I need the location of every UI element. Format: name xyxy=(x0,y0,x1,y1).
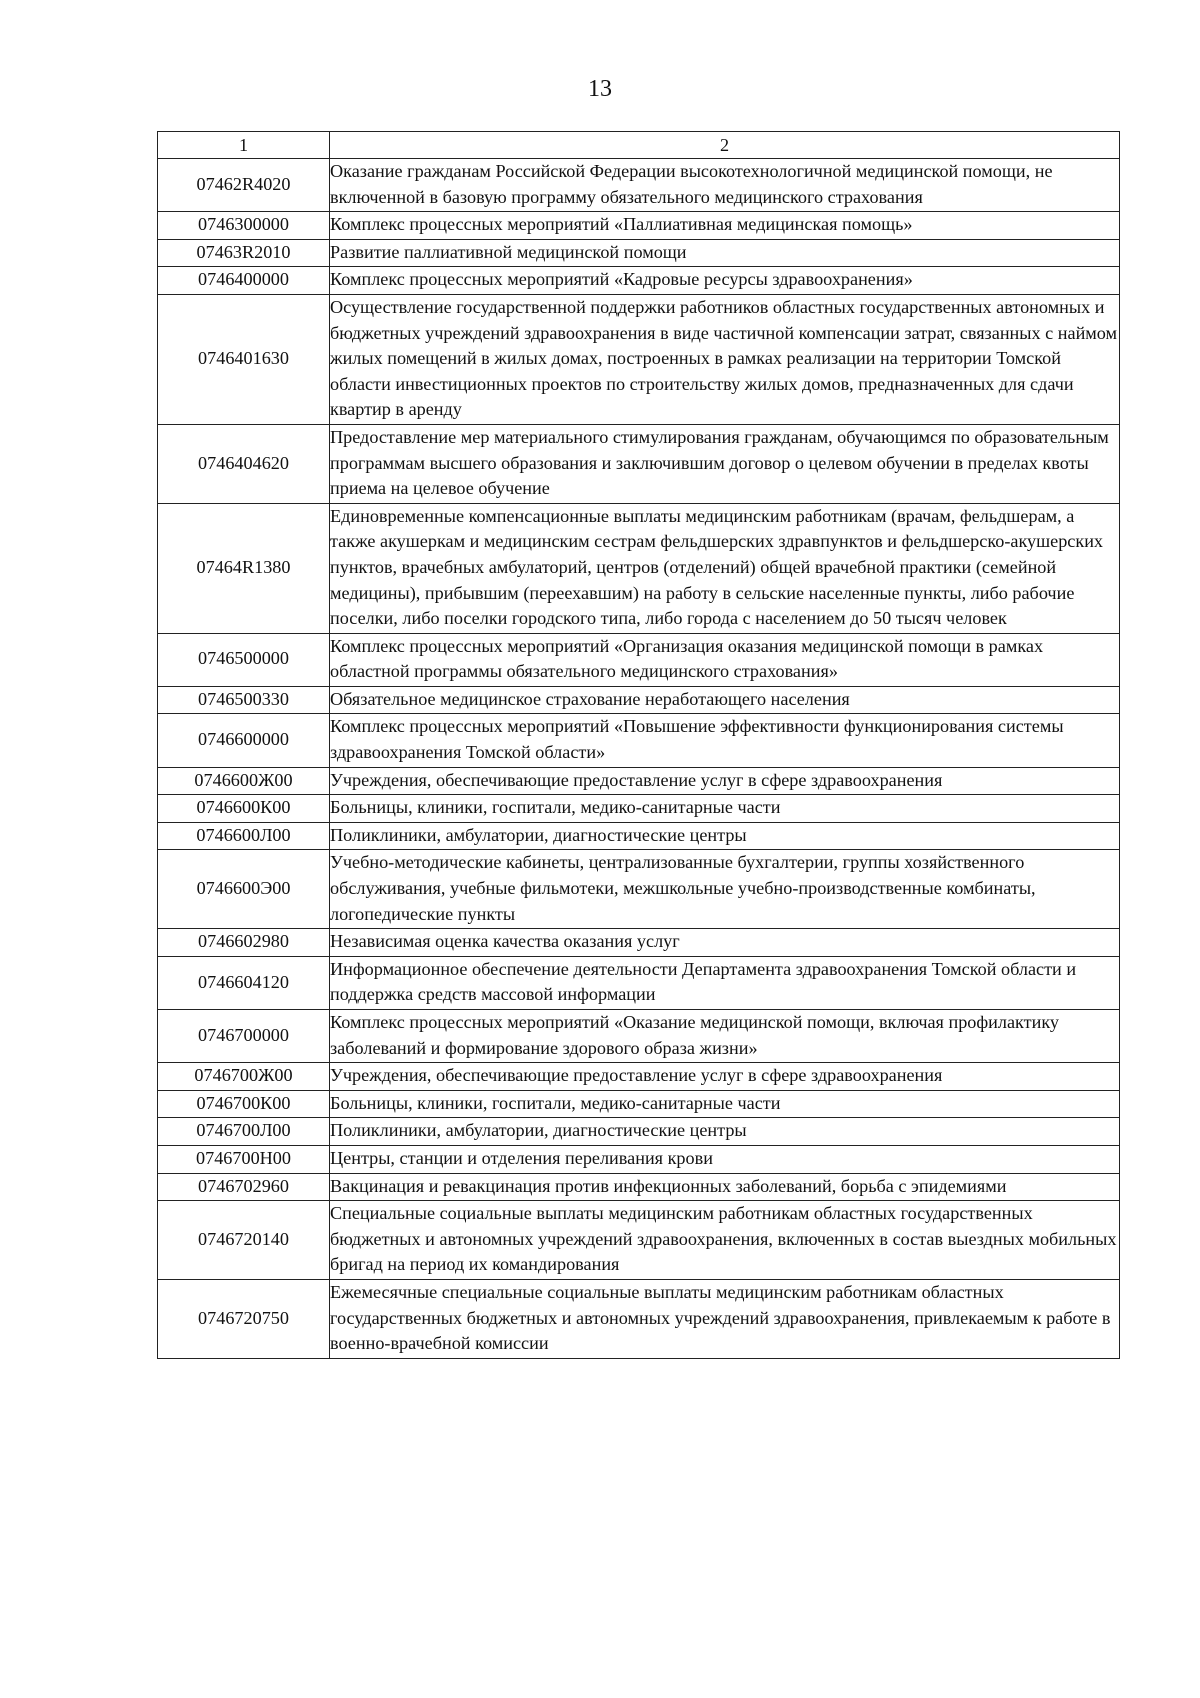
row-name: Развитие паллиативной медицинской помощи xyxy=(330,239,1120,267)
row-code: 0746600000 xyxy=(158,714,330,767)
table-row xyxy=(158,159,1120,212)
table-row xyxy=(158,686,1120,714)
row-name: Информационное обеспечение деятельности Департамента здравоохранения Томской области и поддержка средств массовой информации xyxy=(330,956,1120,1009)
row-name: Независимая оценка качества оказания услуг xyxy=(330,929,1120,957)
row-name: Оказание гражданам Российской Федерации высокотехнологичной медицинской помощи, не включенной в базовую программу обязательного медицинского страхования xyxy=(330,159,1120,212)
row-name: Обязательное медицинское страхование неработающего населения xyxy=(330,686,1120,714)
row-code: 07463R2010 xyxy=(158,239,330,267)
row-code: 0746700К00 xyxy=(158,1090,330,1118)
table-row xyxy=(158,633,1120,686)
row-name: Больницы, клиники, госпитали, медико-санитарные части xyxy=(330,1090,1120,1118)
row-name: Ежемесячные специальные социальные выплаты медицинским работникам областных государственных бюджетных и автономных учреждений здравоохранения, привлекаемым к работе в военно-врачебной комиссии xyxy=(330,1279,1120,1358)
row-code: 0746702960 xyxy=(158,1173,330,1201)
row-code: 07462R4020 xyxy=(158,159,330,212)
table-row xyxy=(158,1090,1120,1118)
row-name: Учреждения, обеспечивающие предоставление услуг в сфере здравоохранения xyxy=(330,1063,1120,1091)
header-row xyxy=(158,132,1120,159)
table-row xyxy=(158,503,1120,633)
row-code: 0746700000 xyxy=(158,1010,330,1063)
table-row xyxy=(158,1063,1120,1091)
table-row xyxy=(158,239,1120,267)
table-row xyxy=(158,767,1120,795)
table-row xyxy=(158,1145,1120,1173)
column-header-code: 1 xyxy=(158,132,330,159)
row-code: 0746500000 xyxy=(158,633,330,686)
row-name: Учебно-методические кабинеты, централизованные бухгалтерии, группы хозяйственного обслуживания, учебные фильмотеки, межшкольные учебно-производственные комбинаты, логопедические пункты xyxy=(330,850,1120,929)
table-row xyxy=(158,424,1120,503)
row-code: 0746720750 xyxy=(158,1279,330,1358)
table-row xyxy=(158,850,1120,929)
row-name: Поликлиники, амбулатории, диагностические центры xyxy=(330,1118,1120,1146)
row-code: 0746500330 xyxy=(158,686,330,714)
table-row xyxy=(158,1010,1120,1063)
row-code: 07464R1380 xyxy=(158,503,330,633)
table-row xyxy=(158,212,1120,240)
row-name: Предоставление мер материального стимулирования гражданам, обучающимся по образовательным программам высшего образования и заключившим договор о целевом обучении в пределах квоты приема на целевое обучение xyxy=(330,424,1120,503)
table-row xyxy=(158,714,1120,767)
row-code: 0746600К00 xyxy=(158,795,330,823)
row-name: Единовременные компенсационные выплаты медицинским работникам (врачам, фельдшерам, а также акушеркам и медицинским сестрам фельдшерских здравпунктов и фельдшерско-акушерских пунктов, врачебных амбулаторий, центров (отделений) общей врачебной практики (семейной медицины), прибывшим (переехавшим) на работу в сельские населенные пункты, либо рабочие поселки, либо поселки городского типа, либо города с населением до 50 тысяч человек xyxy=(330,503,1120,633)
row-name: Вакцинация и ревакцинация против инфекционных заболеваний, борьба с эпидемиями xyxy=(330,1173,1120,1201)
row-name: Комплекс процессных мероприятий «Повышение эффективности функционирования системы здравоохранения Томской области» xyxy=(330,714,1120,767)
row-code: 0746604120 xyxy=(158,956,330,1009)
row-name: Больницы, клиники, госпитали, медико-санитарные части xyxy=(330,795,1120,823)
table-row xyxy=(158,294,1120,424)
row-code: 0746700Л00 xyxy=(158,1118,330,1146)
row-name: Комплекс процессных мероприятий «Кадровые ресурсы здравоохранения» xyxy=(330,267,1120,295)
row-name: Комплекс процессных мероприятий «Оказание медицинской помощи, включая профилактику заболеваний и формирование здорового образа жизни» xyxy=(330,1010,1120,1063)
row-code: 0746600Ж00 xyxy=(158,767,330,795)
table-row xyxy=(158,1201,1120,1280)
row-code: 0746404620 xyxy=(158,424,330,503)
row-name: Учреждения, обеспечивающие предоставление услуг в сфере здравоохранения xyxy=(330,767,1120,795)
column-header-name: 2 xyxy=(330,132,1120,159)
row-name: Комплекс процессных мероприятий «Организация оказания медицинской помощи в рамках областной программы обязательного медицинского страхования» xyxy=(330,633,1120,686)
page-number: 13 xyxy=(588,76,612,102)
row-code: 0746720140 xyxy=(158,1201,330,1280)
budget-classification-table xyxy=(157,131,1120,1359)
row-code: 0746700Ж00 xyxy=(158,1063,330,1091)
table-row xyxy=(158,1279,1120,1358)
table-row xyxy=(158,795,1120,823)
row-code: 0746600Л00 xyxy=(158,822,330,850)
row-name: Специальные социальные выплаты медицинским работникам областных государственных бюджетных и автономных учреждений здравоохранения, включенных в состав выездных мобильных бригад на период их командирования xyxy=(330,1201,1120,1280)
row-name: Поликлиники, амбулатории, диагностические центры xyxy=(330,822,1120,850)
row-name: Осуществление государственной поддержки работников областных государственных автономных и бюджетных учреждений здравоохранения в виде частичной компенсации затрат, связанных с наймом жилых помещений в жилых домах, построенных в рамках реализации на территории Томской области инвестиционных проектов по строительству жилых домов, предназначенных для сдачи квартир в аренду xyxy=(330,294,1120,424)
row-code: 0746300000 xyxy=(158,212,330,240)
row-name: Комплекс процессных мероприятий «Паллиативная медицинская помощь» xyxy=(330,212,1120,240)
table-row xyxy=(158,267,1120,295)
row-code: 0746400000 xyxy=(158,267,330,295)
row-code: 0746600Э00 xyxy=(158,850,330,929)
table-row xyxy=(158,1173,1120,1201)
table-row xyxy=(158,822,1120,850)
row-code: 0746700Н00 xyxy=(158,1145,330,1173)
table-row xyxy=(158,1118,1120,1146)
table-header xyxy=(158,132,1120,159)
table-row xyxy=(158,929,1120,957)
row-code: 0746602980 xyxy=(158,929,330,957)
row-code: 0746401630 xyxy=(158,294,330,424)
row-name: Центры, станции и отделения переливания крови xyxy=(330,1145,1120,1173)
table-row xyxy=(158,956,1120,1009)
table-body xyxy=(158,159,1120,1359)
